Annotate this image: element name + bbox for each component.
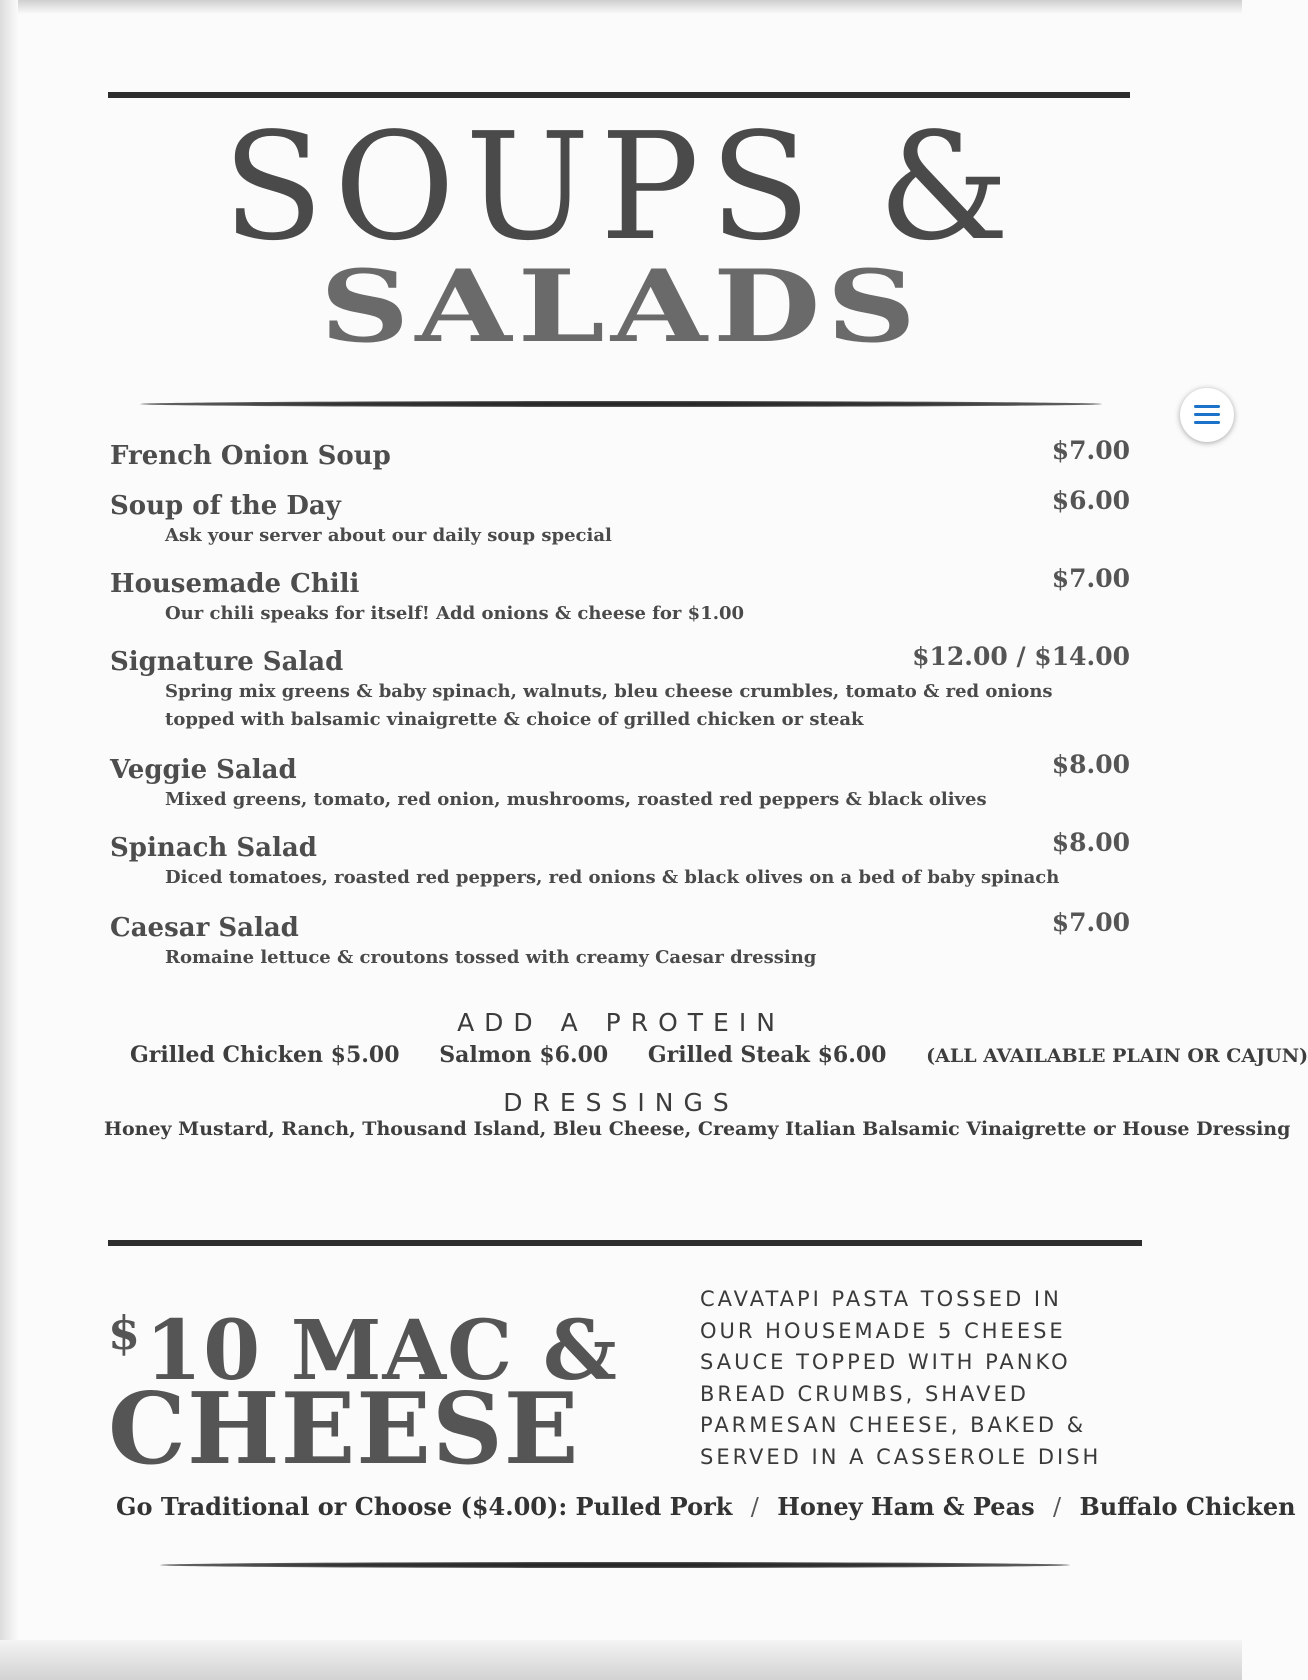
mac-title-line2: CHEESE — [108, 1372, 580, 1487]
menu-button[interactable] — [1180, 388, 1234, 442]
mac-option: Pulled Pork — [575, 1492, 733, 1521]
item-name: French Onion Soup — [110, 441, 391, 471]
item-price: $7.00 — [1051, 564, 1130, 593]
mac-price: 10 — [145, 1303, 262, 1399]
option-separator: / — [1052, 1493, 1062, 1521]
mac-option: Buffalo Chicken — [1079, 1492, 1296, 1521]
page-edge-top — [0, 0, 1242, 14]
mac-title-line1: MAC & — [290, 1303, 618, 1399]
item-price: $8.00 — [1051, 828, 1130, 857]
mac-description-line: BREAD CRUMBS, SHAVED — [700, 1381, 1029, 1406]
mac-price-symbol: $ — [108, 1306, 142, 1360]
dressings-list: Honey Mustard, Ranch, Thousand Island, Bleu Cheese, Creamy Italian Balsamic Vinaigrette or House Dressing — [104, 1118, 1291, 1140]
mac-description-line: SERVED IN A CASSEROLE DISH — [700, 1444, 1102, 1469]
mac-description-line: CAVATAPI PASTA TOSSED IN — [700, 1287, 1062, 1311]
hamburger-menu-icon — [1194, 405, 1220, 425]
protein-heading: ADD A PROTEIN — [457, 1008, 785, 1037]
item-price: $12.00 / $14.00 — [912, 642, 1130, 671]
title-soups: SOUPS & — [222, 101, 1020, 273]
mac-description-line: OUR HOUSEMADE 5 CHEESE — [700, 1318, 1066, 1343]
option-separator: / — [750, 1493, 759, 1521]
item-name: Housemade Chili — [110, 569, 360, 599]
page-edge-left — [0, 0, 18, 1680]
header-divider — [140, 401, 1102, 407]
menu-item-french-onion-soup — [110, 436, 1130, 472]
menu-item-caesar-salad — [110, 908, 1130, 972]
item-description: Our chili speaks for itself! Add onions & cheese for $1.00 — [165, 603, 745, 624]
protein-options — [130, 1042, 1308, 1068]
item-price: $7.00 — [1051, 908, 1130, 937]
mac-options — [116, 1492, 1296, 1521]
dressings-heading: DRESSINGS — [503, 1088, 739, 1117]
item-name: Soup of the Day — [110, 491, 341, 521]
item-description: Ask your server about our daily soup special — [165, 525, 612, 546]
protein-note: (ALL AVAILABLE PLAIN OR CAJUN) — [926, 1045, 1308, 1067]
item-name: Spinach Salad — [110, 833, 317, 863]
item-description: Spring mix greens & baby spinach, walnuts, bleu cheese crumbles, tomato & red onions — [165, 681, 1053, 702]
item-name: Signature Salad — [110, 647, 344, 677]
mac-description-line: SAUCE TOPPED WITH PANKO — [700, 1350, 1071, 1374]
item-description: Mixed greens, tomato, red onion, mushrooms, roasted red peppers & black olives — [165, 789, 987, 810]
menu-item-veggie-salad — [110, 750, 1130, 814]
item-description: Romaine lettuce & croutons tossed with creamy Caesar dressing — [165, 947, 817, 968]
page-edge-bottom — [0, 1640, 1242, 1680]
item-name: Caesar Salad — [110, 913, 299, 943]
item-price: $6.00 — [1051, 486, 1130, 515]
menu-item-signature-salad — [110, 642, 1130, 734]
menu-item-spinach-salad — [110, 828, 1130, 892]
protein-option: Salmon $6.00 — [439, 1042, 609, 1068]
mac-options-intro: Go Traditional or Choose ($4.00): — [116, 1492, 568, 1521]
item-price: $8.00 — [1051, 750, 1130, 779]
top-rule — [108, 92, 1130, 98]
protein-option: Grilled Chicken $5.00 — [130, 1042, 400, 1068]
protein-option: Grilled Steak $6.00 — [647, 1042, 887, 1068]
item-description-continued: topped with balsamic vinaigrette & choice of grilled chicken or steak — [165, 709, 864, 730]
mac-description-line: PARMESAN CHEESE, BAKED & — [700, 1413, 1087, 1437]
mac-description — [700, 1284, 1170, 1473]
mac-top-rule — [108, 1240, 1142, 1246]
mac-option: Honey Ham & Peas — [777, 1492, 1035, 1521]
menu-item-housemade-chili — [110, 564, 1130, 628]
item-name: Veggie Salad — [110, 755, 297, 785]
bottom-divider — [160, 1562, 1070, 1568]
item-description: Diced tomatoes, roasted red peppers, red onions & black olives on a bed of baby spinach — [165, 867, 1060, 888]
item-price: $7.00 — [1051, 436, 1130, 465]
title-salads: SALADS — [319, 249, 923, 366]
menu-item-soup-of-the-day — [110, 486, 1130, 550]
